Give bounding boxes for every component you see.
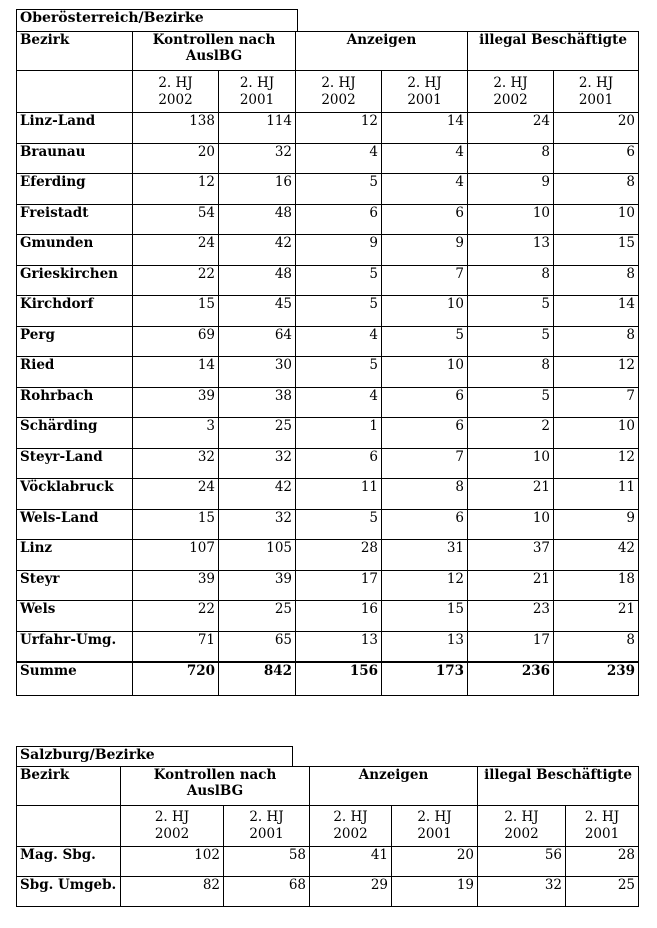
table-row <box>17 174 639 205</box>
table-cell: 6 <box>382 509 468 540</box>
table-cell: 5 <box>468 296 554 327</box>
table-cell: 28 <box>296 540 382 571</box>
table-row <box>17 847 639 877</box>
table-cell: 6 <box>382 418 468 449</box>
period-header: 2. HJ 2002 <box>296 71 382 113</box>
table-cell: 15 <box>133 296 219 327</box>
table-caption-salzburg: Salzburg/Bezirke <box>16 746 293 766</box>
table-cell: 9 <box>468 174 554 205</box>
table-cell: 21 <box>468 570 554 601</box>
table-cell: 720 <box>133 662 219 696</box>
table-cell: 17 <box>468 631 554 662</box>
table-cell: 17 <box>296 570 382 601</box>
table-cell: 239 <box>554 662 639 696</box>
table-cell: 5 <box>296 174 382 205</box>
table-cell: 156 <box>296 662 382 696</box>
table-cell: 10 <box>468 509 554 540</box>
table-row <box>17 296 639 327</box>
table-cell: 42 <box>554 540 639 571</box>
table-row <box>17 479 639 510</box>
period-header: 2. HJ 2001 <box>554 71 639 113</box>
period-header: 2. HJ 2002 <box>133 71 219 113</box>
table-cell: 11 <box>296 479 382 510</box>
period-header: 2. HJ 2001 <box>392 806 478 847</box>
row-label: Wels <box>17 601 133 632</box>
table-cell: 38 <box>219 387 296 418</box>
table-cell: 25 <box>219 418 296 449</box>
table-cell: 5 <box>296 265 382 296</box>
table-cell: 105 <box>219 540 296 571</box>
table-cell: 15 <box>382 601 468 632</box>
table-cell: 37 <box>468 540 554 571</box>
table-cell: 1 <box>296 418 382 449</box>
table-cell: 6 <box>382 387 468 418</box>
row-label: Perg <box>17 326 133 357</box>
row-label: Braunau <box>17 143 133 174</box>
table-row <box>17 387 639 418</box>
table-cell: 7 <box>382 265 468 296</box>
table-cell: 10 <box>382 357 468 388</box>
period-header: 2. HJ 2001 <box>566 806 639 847</box>
table-cell: 23 <box>468 601 554 632</box>
table-cell: 12 <box>133 174 219 205</box>
table-cell: 13 <box>468 235 554 266</box>
table-cell: 82 <box>121 877 224 907</box>
table-cell: 102 <box>121 847 224 877</box>
table-cell: 10 <box>554 418 639 449</box>
table-cell: 15 <box>554 235 639 266</box>
table-cell: 21 <box>554 601 639 632</box>
table-row <box>17 570 639 601</box>
table-cell: 236 <box>468 662 554 696</box>
table-cell: 5 <box>468 387 554 418</box>
table-cell: 69 <box>133 326 219 357</box>
table-cell: 4 <box>296 326 382 357</box>
period-header: 2. HJ 2002 <box>468 71 554 113</box>
table-cell: 114 <box>219 113 296 144</box>
table-cell: 71 <box>133 631 219 662</box>
row-label: Urfahr-Umg. <box>17 631 133 662</box>
header-blank <box>17 71 133 113</box>
table-cell: 8 <box>554 174 639 205</box>
table-cell: 28 <box>566 847 639 877</box>
table-row <box>17 631 639 662</box>
row-label: Rohrbach <box>17 387 133 418</box>
table-cell: 6 <box>296 448 382 479</box>
table-cell: 10 <box>468 204 554 235</box>
table-row <box>17 113 639 144</box>
table-cell: 8 <box>554 265 639 296</box>
table-cell: 4 <box>382 174 468 205</box>
table-cell: 21 <box>468 479 554 510</box>
table-cell: 2 <box>468 418 554 449</box>
table-cell: 7 <box>554 387 639 418</box>
row-label: Schärding <box>17 418 133 449</box>
table-cell: 12 <box>554 448 639 479</box>
period-header: 2. HJ 2001 <box>382 71 468 113</box>
table-row <box>17 448 639 479</box>
table-cell: 10 <box>554 204 639 235</box>
table-cell: 20 <box>554 113 639 144</box>
table-cell: 24 <box>468 113 554 144</box>
table-cell: 42 <box>219 235 296 266</box>
table-cell: 22 <box>133 601 219 632</box>
table-cell: 12 <box>554 357 639 388</box>
table-row <box>17 418 639 449</box>
table-cell: 14 <box>554 296 639 327</box>
table-cell: 6 <box>554 143 639 174</box>
table-cell: 14 <box>133 357 219 388</box>
row-label: Gmunden <box>17 235 133 266</box>
header-blank <box>17 806 121 847</box>
table-cell: 13 <box>382 631 468 662</box>
table-cell: 32 <box>133 448 219 479</box>
table-cell: 12 <box>296 113 382 144</box>
table-cell: 4 <box>296 143 382 174</box>
header-bezirk: Bezirk <box>17 767 121 806</box>
table-row <box>17 540 639 571</box>
table-oberoesterreich <box>16 31 639 696</box>
table-cell: 8 <box>554 326 639 357</box>
table-cell: 29 <box>310 877 392 907</box>
table-row <box>17 326 639 357</box>
header-bezirk: Bezirk <box>17 32 133 71</box>
table-cell: 68 <box>224 877 310 907</box>
table-cell: 41 <box>310 847 392 877</box>
table-cell: 24 <box>133 235 219 266</box>
table-cell: 8 <box>468 357 554 388</box>
table-cell: 32 <box>219 448 296 479</box>
table-cell: 5 <box>296 509 382 540</box>
table-cell: 64 <box>219 326 296 357</box>
table-row <box>17 601 639 632</box>
row-label: Kirchdorf <box>17 296 133 327</box>
table-cell: 13 <box>296 631 382 662</box>
header-anzeigen: Anzeigen <box>296 32 468 71</box>
total-label: Summe <box>17 662 133 696</box>
table-row <box>17 509 639 540</box>
table-cell: 6 <box>382 204 468 235</box>
table-cell: 138 <box>133 113 219 144</box>
table-cell: 48 <box>219 204 296 235</box>
row-label: Vöcklabruck <box>17 479 133 510</box>
table-cell: 42 <box>219 479 296 510</box>
table-cell: 48 <box>219 265 296 296</box>
table-cell: 19 <box>392 877 478 907</box>
row-label: Sbg. Umgeb. <box>17 877 121 907</box>
table-cell: 16 <box>296 601 382 632</box>
table-cell: 15 <box>133 509 219 540</box>
header-periods-row <box>17 71 639 113</box>
table-cell: 4 <box>382 143 468 174</box>
table-cell: 10 <box>468 448 554 479</box>
table-cell: 39 <box>133 387 219 418</box>
table-cell: 8 <box>468 265 554 296</box>
table-cell: 30 <box>219 357 296 388</box>
table-cell: 3 <box>133 418 219 449</box>
header-illegal: illegal Beschäftigte <box>478 767 639 806</box>
period-header: 2. HJ 2002 <box>310 806 392 847</box>
header-kontrollen: Kontrollen nach AuslBG <box>133 32 296 71</box>
table-cell: 10 <box>382 296 468 327</box>
table-cell: 32 <box>478 877 566 907</box>
period-header: 2. HJ 2002 <box>121 806 224 847</box>
table-cell: 6 <box>296 204 382 235</box>
table-row <box>17 357 639 388</box>
table-cell: 5 <box>382 326 468 357</box>
table-cell: 20 <box>392 847 478 877</box>
table-salzburg <box>16 766 639 907</box>
table-cell: 24 <box>133 479 219 510</box>
table-cell: 32 <box>219 509 296 540</box>
table-cell: 12 <box>382 570 468 601</box>
row-label: Eferding <box>17 174 133 205</box>
row-label: Freistadt <box>17 204 133 235</box>
table-cell: 18 <box>554 570 639 601</box>
period-header: 2. HJ 2001 <box>219 71 296 113</box>
table-cell: 25 <box>219 601 296 632</box>
table-cell: 16 <box>219 174 296 205</box>
row-label: Ried <box>17 357 133 388</box>
table-cell: 56 <box>478 847 566 877</box>
table-cell: 39 <box>219 570 296 601</box>
table-cell: 9 <box>554 509 639 540</box>
table-cell: 8 <box>382 479 468 510</box>
row-label: Mag. Sbg. <box>17 847 121 877</box>
table-cell: 20 <box>133 143 219 174</box>
table-cell: 4 <box>296 387 382 418</box>
table-cell: 9 <box>382 235 468 266</box>
table-row <box>17 877 639 907</box>
table-cell: 107 <box>133 540 219 571</box>
table-cell: 31 <box>382 540 468 571</box>
table-cell: 65 <box>219 631 296 662</box>
row-label: Steyr-Land <box>17 448 133 479</box>
row-label: Linz-Land <box>17 113 133 144</box>
total-row <box>17 662 639 696</box>
period-header: 2. HJ 2001 <box>224 806 310 847</box>
table-caption-oberoesterreich: Oberösterreich/Bezirke <box>16 9 298 31</box>
table-cell: 842 <box>219 662 296 696</box>
table-cell: 173 <box>382 662 468 696</box>
table-row <box>17 235 639 266</box>
header-periods-row <box>17 806 639 847</box>
header-kontrollen: Kontrollen nach AuslBG <box>121 767 310 806</box>
table-cell: 22 <box>133 265 219 296</box>
table-cell: 5 <box>296 357 382 388</box>
table-cell: 58 <box>224 847 310 877</box>
table-row <box>17 143 639 174</box>
row-label: Steyr <box>17 570 133 601</box>
table-cell: 7 <box>382 448 468 479</box>
table-cell: 45 <box>219 296 296 327</box>
table-cell: 39 <box>133 570 219 601</box>
header-anzeigen: Anzeigen <box>310 767 478 806</box>
table-cell: 5 <box>468 326 554 357</box>
table-cell: 54 <box>133 204 219 235</box>
table-cell: 14 <box>382 113 468 144</box>
table-cell: 8 <box>554 631 639 662</box>
table-cell: 8 <box>468 143 554 174</box>
table-cell: 25 <box>566 877 639 907</box>
table-cell: 32 <box>219 143 296 174</box>
table-cell: 5 <box>296 296 382 327</box>
row-label: Wels-Land <box>17 509 133 540</box>
table-cell: 9 <box>296 235 382 266</box>
table-cell: 11 <box>554 479 639 510</box>
header-illegal: illegal Beschäftigte <box>468 32 639 71</box>
table-row <box>17 204 639 235</box>
row-label: Grieskirchen <box>17 265 133 296</box>
table-row <box>17 265 639 296</box>
period-header: 2. HJ 2002 <box>478 806 566 847</box>
row-label: Linz <box>17 540 133 571</box>
